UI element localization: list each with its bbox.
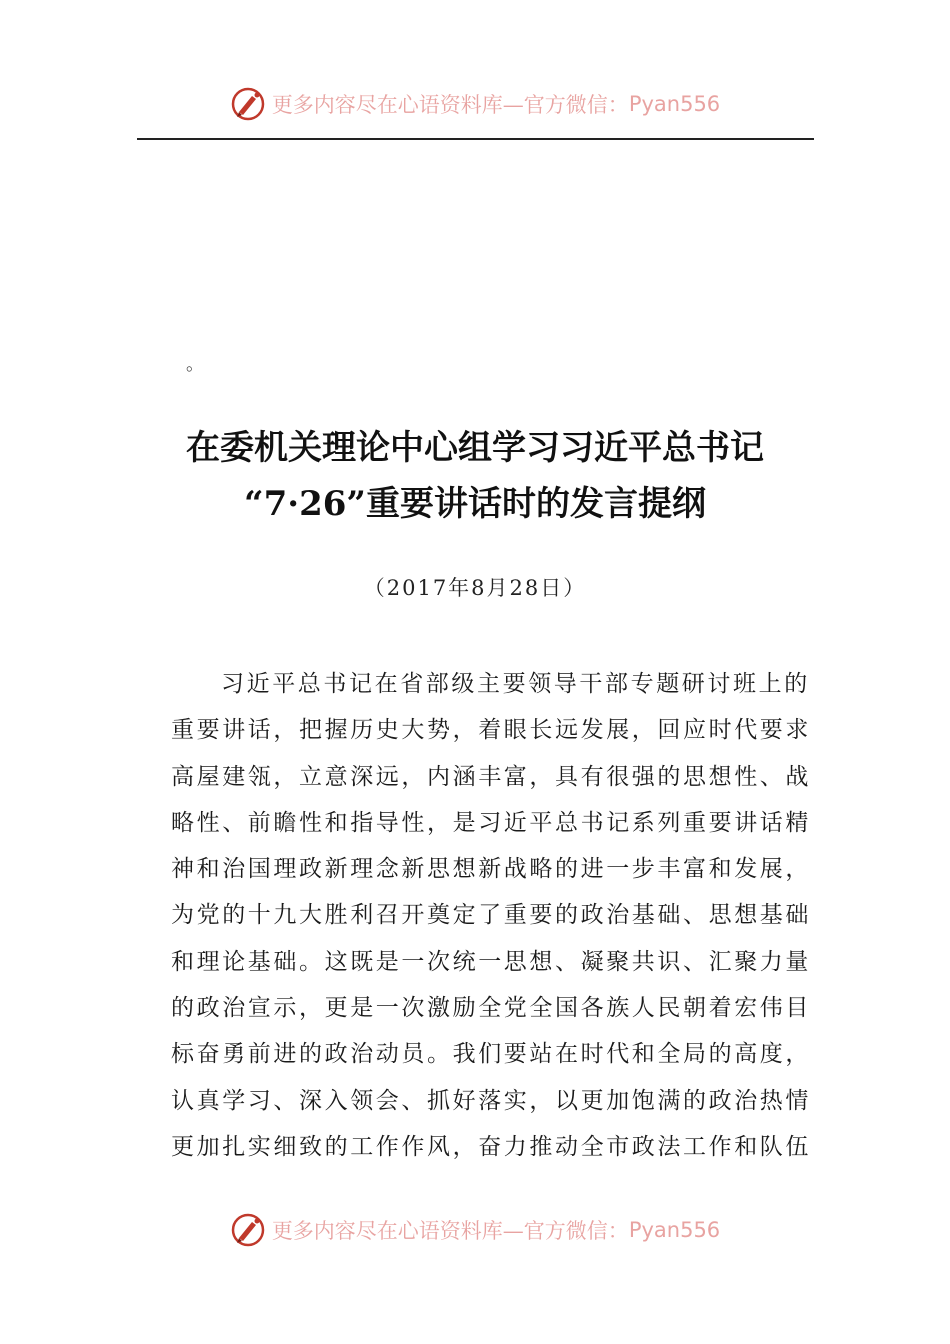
title-line-2: “7·26”重要讲话时的发言提纲 bbox=[244, 484, 706, 524]
body-line: 标奋勇前进的政治动员。我们要站在时代和全局的高度， bbox=[171, 1041, 811, 1068]
body-line: 认真学习、深入领会、抓好落实，以更加饱满的政治热情 bbox=[171, 1087, 811, 1114]
banner-text: 更多内容尽在心语资料库—官方微信： bbox=[271, 93, 629, 117]
banner-text: 更多内容尽在心语资料库—官方微信： bbox=[271, 1219, 629, 1243]
body-line: 和理论基础。这既是一次统一思想、凝聚共识、汇聚力量 bbox=[171, 948, 811, 975]
header-banner bbox=[0, 82, 950, 126]
body-line: 重要讲话，把握历史大势，着眼长远发展，回应时代要求 bbox=[171, 717, 811, 744]
body-line: 略性、前瞻性和指导性，是习近平总书记系列重要讲话精 bbox=[171, 809, 811, 836]
body-line: 高屋建瓴，立意深远，内涵丰富，具有很强的思想性、战 bbox=[171, 763, 811, 790]
stray-mark: 。 bbox=[186, 354, 204, 375]
body-line: 为党的十九大胜利召开奠定了重要的政治基础、思想基础 bbox=[171, 902, 811, 929]
body-line: 的政治宣示，更是一次激励全党全国各族人民朝着宏伟目 bbox=[171, 995, 811, 1022]
title-line-1: 在委机关理论中心组学习习近平总书记 bbox=[186, 428, 764, 468]
body-line: 更加扎实细致的工作作风，奋力推动全市政法工作和队伍 bbox=[171, 1133, 811, 1160]
pen-logo-icon bbox=[230, 86, 266, 122]
pen-logo-icon bbox=[230, 1212, 266, 1248]
document-date: （2017年8月28日） bbox=[363, 576, 587, 600]
footer-banner bbox=[0, 1208, 950, 1252]
body-line: 神和治国理政新理念新思想新战略的进一步丰富和发展， bbox=[171, 856, 811, 883]
wechat-id: Pyan556 bbox=[628, 1218, 721, 1242]
document-body bbox=[171, 661, 815, 1170]
body-line: 习近平总书记在省部级主要领导干部专题研讨班上的 bbox=[221, 671, 810, 697]
document-title bbox=[120, 420, 830, 532]
wechat-id: Pyan556 bbox=[628, 92, 721, 116]
header-rule bbox=[137, 138, 814, 140]
